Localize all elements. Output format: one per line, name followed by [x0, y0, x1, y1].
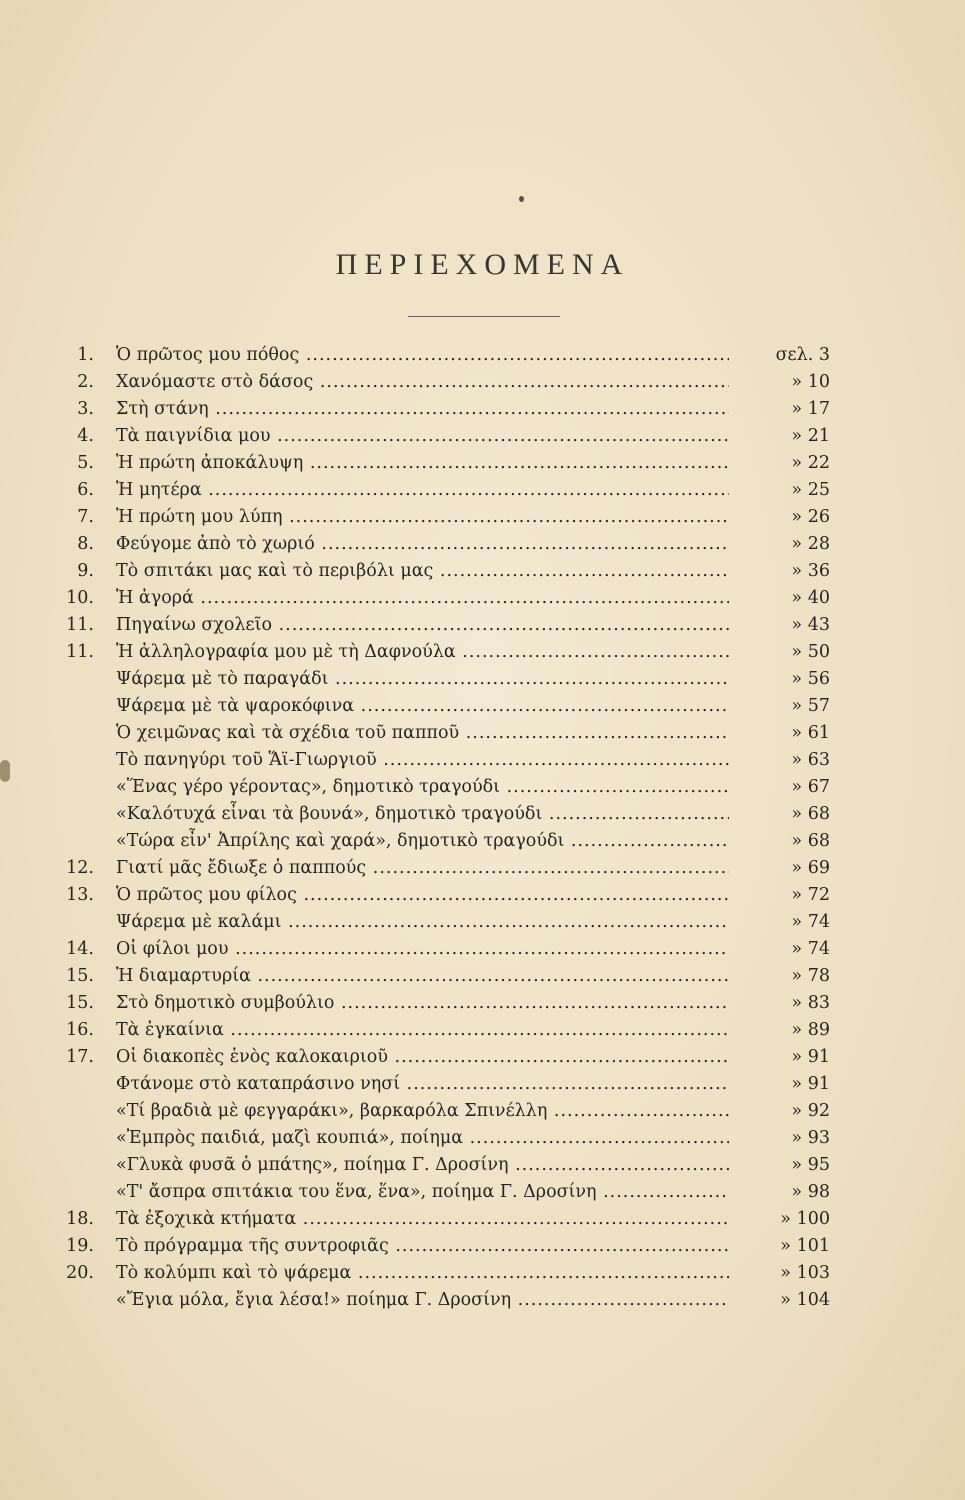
entry-number: 18. [66, 1209, 94, 1229]
entry-title: «Καλότυχά εἶναι τὰ βουνά», δημοτικὸ τραγούδι ..... [116, 801, 729, 828]
entry-page [735, 747, 830, 774]
entry-title: Ὁ χειμῶνας καὶ τὰ σχέδια τοῦ παπποῦ ..... [116, 720, 729, 747]
toc-entry [0, 1125, 965, 1152]
entry-title: Τὰ ἐγκαίνια ..... [116, 1017, 729, 1044]
page-number: 26 [807, 507, 830, 527]
ditto-mark: » [791, 696, 803, 716]
page-number: 98 [807, 1182, 830, 1202]
ditto-mark: » [791, 966, 803, 986]
entry-number: 11. [66, 615, 94, 635]
entry-page [735, 450, 830, 477]
entry-number: 3. [77, 399, 94, 419]
entry-title: «Τί βραδιὰ μὲ φεγγαράκι», βαρκαρόλα Σπινέλλη ..... [116, 1098, 729, 1125]
toc-entry [0, 1206, 965, 1233]
page-number: 74 [807, 912, 830, 932]
entry-title: Γιατί μᾶς ἔδιωξε ὁ παππούς ..... [116, 855, 729, 882]
entry-title: Τὸ κολύμπι καὶ τὸ ψάρεμα ..... [116, 1260, 729, 1287]
ditto-mark: » [791, 453, 803, 473]
ditto-mark: » [780, 1209, 792, 1229]
entry-title: Πηγαίνω σχολεῖο ..... [116, 612, 729, 639]
page-number: 67 [807, 777, 830, 797]
entry-page [735, 504, 830, 531]
entry-page [735, 909, 830, 936]
toc-entry [0, 828, 965, 855]
toc-entry [0, 585, 965, 612]
page-number: 72 [807, 885, 830, 905]
entry-number: 6. [77, 480, 94, 500]
page-number: 43 [807, 615, 830, 635]
toc-entry [0, 774, 965, 801]
page-number: 68 [807, 831, 830, 851]
entry-title: Στὴ στάνη ..... [116, 396, 729, 423]
page-prefix: σελ. [775, 345, 814, 365]
entry-page [735, 585, 830, 612]
toc-entry [0, 693, 965, 720]
ditto-mark: » [791, 750, 803, 770]
entry-page [735, 1071, 830, 1098]
page-number: 92 [807, 1101, 830, 1121]
page-number: 101 [796, 1236, 830, 1256]
ditto-mark: » [791, 480, 803, 500]
entry-title: Ψάρεμα μὲ τὰ ψαροκόφινα ..... [116, 693, 729, 720]
ditto-mark: » [791, 1155, 803, 1175]
entry-page [735, 855, 830, 882]
ditto-mark: » [780, 1290, 792, 1310]
entry-page [735, 558, 830, 585]
page-number: 50 [807, 642, 830, 662]
page-number: 83 [807, 993, 830, 1013]
entry-page [735, 639, 830, 666]
page-number: 78 [807, 966, 830, 986]
entry-title: Τὰ παιγνίδια μου ..... [116, 423, 729, 450]
entry-title: Οἱ φίλοι μου ..... [116, 936, 729, 963]
entry-number: 7. [77, 507, 94, 527]
entry-number: 1. [77, 345, 94, 365]
entry-page [735, 936, 830, 963]
entry-page [735, 828, 830, 855]
entry-title: Οἱ διακοπὲς ἑνὸς καλοκαιριοῦ ..... [116, 1044, 729, 1071]
ditto-mark: » [791, 399, 803, 419]
entry-page [735, 342, 830, 369]
ditto-mark: » [791, 939, 803, 959]
page-number: 103 [796, 1263, 830, 1283]
entry-number: 17. [66, 1047, 94, 1067]
entry-page [735, 666, 830, 693]
page-number: 3 [818, 345, 830, 365]
entry-page [735, 396, 830, 423]
toc-entry [0, 1044, 965, 1071]
entry-title: Χανόμαστε στὸ δάσος ..... [116, 369, 729, 396]
entry-number: 11. [66, 642, 94, 662]
entry-title: Ἡ ἀλληλογραφία μου μὲ τὴ Δαφνούλα ..... [116, 639, 729, 666]
page-number: 21 [807, 426, 830, 446]
toc-entry [0, 504, 965, 531]
entry-page [735, 720, 830, 747]
ditto-mark: » [791, 615, 803, 635]
toc-entry [0, 342, 965, 369]
entry-number: 20. [66, 1263, 94, 1283]
entry-number: 15. [66, 966, 94, 986]
page-number: 28 [807, 534, 830, 554]
page-number: 40 [807, 588, 830, 608]
entry-title: Ψάρεμα μὲ καλάμι ..... [116, 909, 729, 936]
page-number: 25 [807, 480, 830, 500]
entry-page [735, 369, 830, 396]
binding-stain [0, 760, 10, 782]
entry-number: 8. [77, 534, 94, 554]
entry-number: 10. [66, 588, 94, 608]
page-number: 36 [807, 561, 830, 581]
ditto-mark: » [791, 1128, 803, 1148]
ditto-mark: » [780, 1236, 792, 1256]
page-number: 91 [807, 1074, 830, 1094]
ditto-mark: » [791, 1182, 803, 1202]
entry-number: 5. [77, 453, 94, 473]
toc-entry [0, 1017, 965, 1044]
ditto-mark: » [791, 507, 803, 527]
ditto-mark: » [791, 723, 803, 743]
entry-number: 13. [66, 885, 94, 905]
entry-page [735, 1206, 830, 1233]
entry-page [735, 963, 830, 990]
toc-entry [0, 423, 965, 450]
entry-title: Τὰ ἐξοχικὰ κτήματα ..... [116, 1206, 729, 1233]
entry-page [735, 1098, 830, 1125]
entry-page [735, 612, 830, 639]
toc-entry [0, 1233, 965, 1260]
toc-entry [0, 720, 965, 747]
toc-entry [0, 612, 965, 639]
entry-page [735, 1179, 830, 1206]
page-number: 61 [807, 723, 830, 743]
entry-page [735, 1044, 830, 1071]
entry-page [735, 531, 830, 558]
entry-page [735, 1152, 830, 1179]
entry-title: Φεύγομε ἀπὸ τὸ χωριό ..... [116, 531, 729, 558]
toc-entry [0, 639, 965, 666]
page-number: 57 [807, 696, 830, 716]
entry-number: 16. [66, 1020, 94, 1040]
entry-title: Τὸ πανηγύρι τοῦ Ἅϊ-Γιωργιοῦ ..... [116, 747, 729, 774]
ditto-mark: » [791, 993, 803, 1013]
title-rule [408, 316, 560, 317]
page-number: 63 [807, 750, 830, 770]
entry-number: 15. [66, 993, 94, 1013]
entry-number: 12. [66, 858, 94, 878]
toc-entry [0, 396, 965, 423]
toc-entry [0, 1179, 965, 1206]
toc-entry [0, 450, 965, 477]
toc-entry [0, 855, 965, 882]
ditto-mark: » [791, 642, 803, 662]
entry-title: Ὁ πρῶτος μου φίλος ..... [116, 882, 729, 909]
ditto-mark: » [780, 1263, 792, 1283]
ditto-mark: » [791, 426, 803, 446]
entry-number: 2. [77, 372, 94, 392]
entry-number: 14. [66, 939, 94, 959]
entry-page [735, 801, 830, 828]
toc-entry [0, 477, 965, 504]
entry-title: Τὸ σπιτάκι μας καὶ τὸ περιβόλι μας ..... [116, 558, 729, 585]
toc-entry [0, 747, 965, 774]
entry-page [735, 882, 830, 909]
entry-title: Τὸ πρόγραμμα τῆς συντροφιᾶς ..... [116, 1233, 729, 1260]
page-number: 68 [807, 804, 830, 824]
toc-entry [0, 963, 965, 990]
entry-title: Φτάνομε στὸ καταπράσινο νησί ..... [116, 1071, 729, 1098]
ditto-mark: » [791, 588, 803, 608]
entry-title: Ἡ πρώτη μου λύπη ..... [116, 504, 729, 531]
toc-entry [0, 801, 965, 828]
entry-title: Ἡ ἀγορά ..... [116, 585, 729, 612]
entry-title: Ἡ μητέρα ..... [116, 477, 729, 504]
entry-number: 4. [77, 426, 94, 446]
entry-title: «Τώρα εἶν' Ἀπρίλης καὶ χαρά», δημοτικὸ τραγούδι ..... [116, 828, 729, 855]
entry-title: Ἡ διαμαρτυρία ..... [116, 963, 729, 990]
toc-entry [0, 369, 965, 396]
entry-title: «Ἔγια μόλα, ἔγια λέσα!» ποίημα Γ. Δροσίνη ..... [116, 1287, 729, 1314]
page-number: 56 [807, 669, 830, 689]
toc-entry [0, 1260, 965, 1287]
ditto-mark: » [791, 1074, 803, 1094]
toc-entry [0, 990, 965, 1017]
page-number: 17 [807, 399, 830, 419]
page-number: 104 [796, 1290, 830, 1310]
toc-entry [0, 531, 965, 558]
ditto-mark: » [791, 804, 803, 824]
entry-page [735, 1125, 830, 1152]
entry-title: Ὁ πρῶτος μου πόθος ..... [116, 342, 729, 369]
toc-entry [0, 666, 965, 693]
ditto-mark: » [791, 885, 803, 905]
entry-title: «Ἐμπρὸς παιδιά, μαζὶ κουπιά», ποίημα ..... [116, 1125, 729, 1152]
ditto-mark: » [791, 561, 803, 581]
toc-entry [0, 1152, 965, 1179]
page-number: 100 [796, 1209, 830, 1229]
ditto-mark: » [791, 1020, 803, 1040]
entry-number: 19. [66, 1236, 94, 1256]
toc-entry [0, 909, 965, 936]
entry-title: Ψάρεμα μὲ τὸ παραγάδι ..... [116, 666, 729, 693]
ditto-mark: » [791, 858, 803, 878]
toc-entry [0, 558, 965, 585]
entry-title: Στὸ δημοτικὸ συμβούλιο ..... [116, 990, 729, 1017]
entry-page [735, 1287, 830, 1314]
entry-title: «Γλυκὰ φυσᾶ ὁ μπάτης», ποίημα Γ. Δροσίνη ..... [116, 1152, 729, 1179]
entry-page [735, 774, 830, 801]
ditto-mark: » [791, 777, 803, 797]
page-number: 22 [807, 453, 830, 473]
entry-page [735, 990, 830, 1017]
entry-title: «Τ' ἄσπρα σπιτάκια του ἕνα, ἕνα», ποίημα Γ. Δροσίνη ..... [116, 1179, 729, 1206]
entry-title: «Ἕνας γέρο γέροντας», δημοτικὸ τραγούδι ..... [116, 774, 729, 801]
page-number: 69 [807, 858, 830, 878]
ink-dot [519, 196, 524, 202]
page-title: ΠΕΡΙΕΧΟΜΕΝΑ [335, 248, 630, 281]
toc-entry [0, 1287, 965, 1314]
entry-page [735, 423, 830, 450]
entry-title: Ἡ πρώτη ἀποκάλυψη ..... [116, 450, 729, 477]
page-number: 95 [807, 1155, 830, 1175]
entry-page [735, 693, 830, 720]
page-number: 91 [807, 1047, 830, 1067]
ditto-mark: » [791, 1047, 803, 1067]
toc-entry [0, 1098, 965, 1125]
page-number: 89 [807, 1020, 830, 1040]
page-number: 74 [807, 939, 830, 959]
ditto-mark: » [791, 372, 803, 392]
ditto-mark: » [791, 534, 803, 554]
page-number: 93 [807, 1128, 830, 1148]
toc-entry [0, 882, 965, 909]
ditto-mark: » [791, 669, 803, 689]
page-number: 10 [807, 372, 830, 392]
ditto-mark: » [791, 1101, 803, 1121]
entry-page [735, 1017, 830, 1044]
toc-entry [0, 936, 965, 963]
entry-page [735, 1260, 830, 1287]
entry-page [735, 1233, 830, 1260]
entry-page [735, 477, 830, 504]
ditto-mark: » [791, 912, 803, 932]
ditto-mark: » [791, 831, 803, 851]
toc-entry [0, 1071, 965, 1098]
entry-number: 9. [77, 561, 94, 581]
